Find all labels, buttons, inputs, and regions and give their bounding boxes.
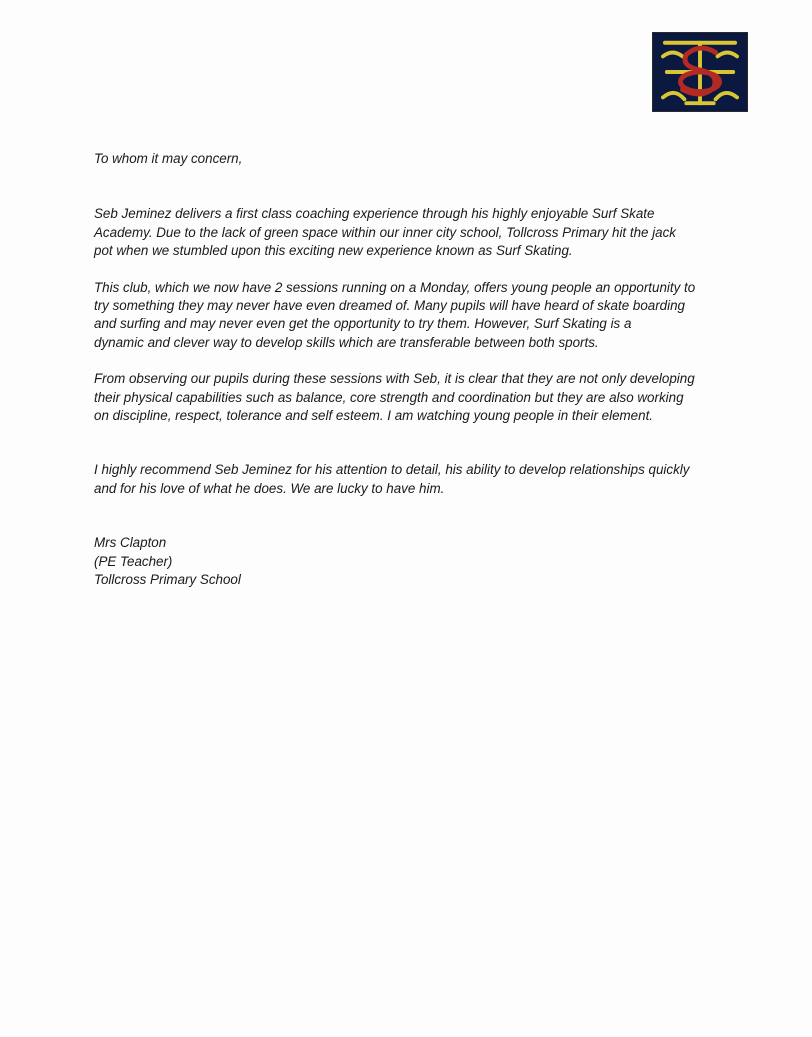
crest-icon [653, 33, 747, 111]
signature-school: Tollcross Primary School [94, 572, 241, 588]
paragraph-observations: From observing our pupils during these sessions with Seb, it is clear that they are not only developing their physical capabilities such as balance, core strength and coordination but they are also working on discipline, respect, tolerance and self esteem. I am watching young people in their element. [94, 371, 695, 424]
paragraph-recommendation: I highly recommend Seb Jeminez for his attention to detail, his ability to develop relationships quickly and for his love of what he does. We are lucky to have him. [94, 462, 690, 496]
paragraph-club: This club, which we now have 2 sessions running on a Monday, offers young people an opportunity to try something they may never have even dreamed of. Many pupils will have heard of skate boarding and surfing and may never even get the opportunity to try them. However, Surf Skating is a dynamic and clever way to develop skills which are transferable between both sports. [94, 279, 696, 350]
paragraph-intro: Seb Jeminez delivers a first class coaching experience through his highly enjoyable Surf Skate Academy. Due to the lack of green space within our inner city school, Tollcross Primary hit the jack pot when we stumbled upon this exciting new experience known as Surf Skating. [94, 206, 677, 259]
signature-role: (PE Teacher) [94, 553, 173, 569]
signature-block [94, 534, 724, 589]
salutation: To whom it may concern, [94, 151, 243, 166]
letter-body [94, 150, 724, 590]
signature-name: Mrs Clapton [94, 535, 167, 551]
school-crest-logo [652, 32, 748, 112]
